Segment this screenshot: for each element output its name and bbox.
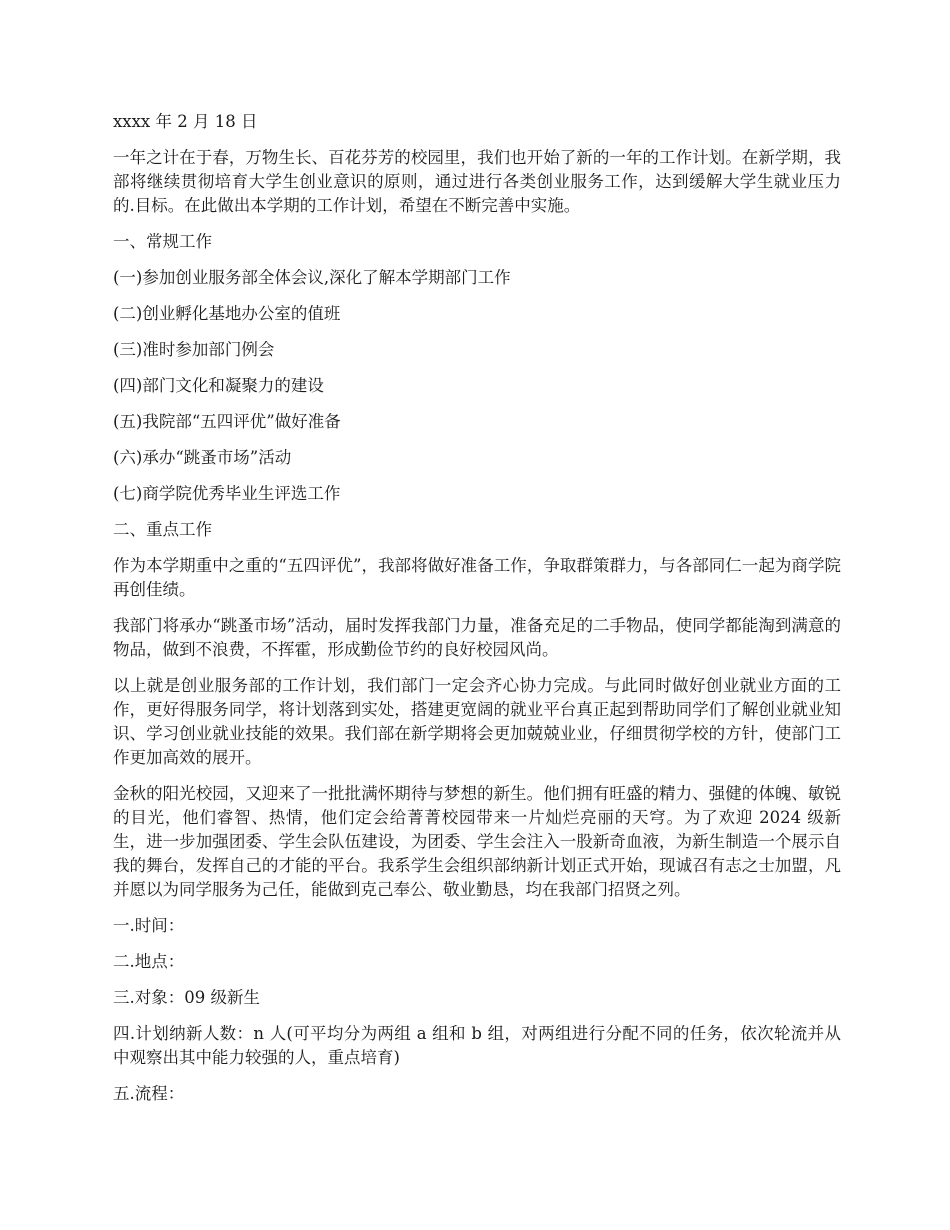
section-heading-routine-work: 一、常规工作	[113, 232, 212, 251]
plan-item-location: 二.地点：	[113, 952, 185, 971]
document-page	[113, 110, 841, 1118]
body-paragraph: 以上就是创业服务部的工作计划，我们部门一定会齐心协力完成。与此同时做好创业就业方面的工作，更好得服务同学，将计划落到实处，搭建更宽阔的就业平台真正起到帮助同学们了解创业就业知识、学习创业就业技能的效果。我们部在新学期将会更加兢兢业业，仔细贯彻学校的方针，使部门工作更加高效的展开。	[113, 676, 841, 767]
body-paragraph: 我部门将承办“跳蚤市场”活动，届时发挥我部门力量，准备充足的二手物品，使同学都能淘到满意的物品，做到不浪费，不挥霍，形成勤俭节约的良好校园风尚。	[113, 616, 841, 659]
plan-item-process: 五.流程：	[113, 1084, 185, 1103]
plan-item-time: 一.时间：	[113, 916, 185, 935]
list-item: (三)准时参加部门例会	[113, 340, 275, 359]
plan-item-recruit-count: 四.计划纳新人数：n 人(可平均分为两组 a 组和 b 组，对两组进行分配不同的任务，依次轮流并从中观察出其中能力较强的人，重点培育)	[113, 1024, 841, 1067]
section-heading-key-work: 二、重点工作	[113, 520, 212, 539]
list-item: (六)承办“跳蚤市场”活动	[113, 448, 292, 467]
list-item: (五)我院部“五四评优”做好准备	[113, 412, 341, 431]
plan-item-audience: 三.对象：09 级新生	[113, 988, 260, 1007]
list-item: (七)商学院优秀毕业生评选工作	[113, 484, 341, 503]
body-paragraph: 作为本学期重中之重的“五四评优”，我部将做好准备工作，争取群策群力，与各部同仁一起为商学院再创佳绩。	[113, 556, 841, 599]
document-date: xxxx 年 2 月 18 日	[113, 112, 258, 131]
body-paragraph: 金秋的阳光校园，又迎来了一批批满怀期待与梦想的新生。他们拥有旺盛的精力、强健的体魄、敏锐的目光，他们睿智、热情，他们定会给菁菁校园带来一片灿烂亮丽的天穹。为了欢迎 2024 级新生，进一步加强团委、学生会队伍建设，为团委、学生会注入一股新奇血液，为新生制造一个展示自我的舞台，发挥自己的才能的平台。我系学生会组织部纳新计划正式开始，现诚召有志之士加盟，凡并愿以为同学服务为己任，能做到克己奉公、敬业勤恳，均在我部门招贤之列。	[113, 784, 841, 899]
list-item: (一)参加创业服务部全体会议,深化了解本学期部门工作	[113, 268, 511, 287]
list-item: (二)创业孵化基地办公室的值班	[113, 304, 341, 323]
intro-paragraph: 一年之计在于春，万物生长、百花芬芳的校园里，我们也开始了新的一年的工作计划。在新学期，我部将继续贯彻培育大学生创业意识的原则，通过进行各类创业服务工作，达到缓解大学生就业压力的.目标。在此做出本学期的工作计划，希望在不断完善中实施。	[113, 148, 841, 215]
list-item: (四)部门文化和凝聚力的建设	[113, 376, 324, 395]
